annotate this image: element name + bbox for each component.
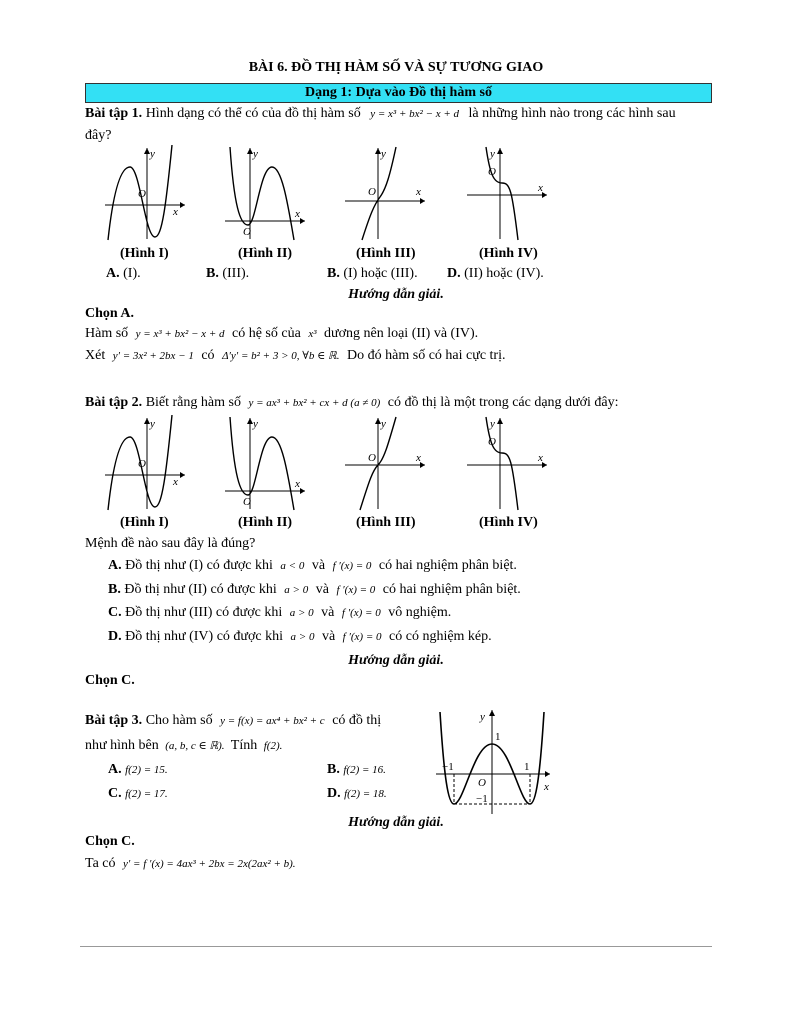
option-text: vô nghiệm.	[388, 605, 452, 620]
formula: a < 0	[280, 560, 305, 572]
formula: a > 0	[289, 607, 314, 619]
ex1-caption-2: (Hình II)	[238, 246, 293, 261]
ex2-option-c[interactable]	[108, 605, 451, 621]
text: có đồ thị là một trong các dạng dưới đây:	[387, 395, 619, 410]
ex1-graph-2	[220, 145, 310, 241]
text: Ta có	[85, 856, 116, 871]
origin-label: O	[478, 777, 486, 789]
option-key: C.	[108, 786, 122, 801]
option-text: Đồ thị như (II) có được khi	[124, 582, 277, 597]
axis-y-label: y	[150, 418, 155, 430]
formula: y′ = f ′(x) = 4ax³ + 2bx = 2x(2ax² + b).	[123, 858, 296, 870]
text: có đồ thị	[332, 713, 382, 728]
origin-label: O	[243, 226, 251, 238]
option-text: và	[315, 582, 329, 597]
origin-label: O	[488, 436, 496, 448]
origin-label: O	[368, 186, 376, 198]
formula: (a, b, c ∈ ℝ).	[165, 740, 225, 752]
ex3-option-c[interactable]	[108, 786, 168, 802]
ex2-question: Mệnh đề nào sau đây là đúng?	[85, 536, 256, 551]
axis-y-label: y	[480, 711, 485, 723]
axis-x-label: x	[173, 206, 178, 218]
ex2-caption-4: (Hình IV)	[479, 515, 538, 530]
ex1-graph-1	[100, 145, 190, 241]
formula: y = f(x) = ax⁴ + bx² + c	[220, 715, 325, 727]
ex2-graph-4	[462, 415, 552, 511]
formula: Δ′y′ = b² + 3 > 0, ∀b ∈ ℝ.	[222, 350, 340, 362]
option-key: B.	[327, 266, 340, 281]
ex2-answer: Chọn C.	[85, 673, 135, 688]
ex3-guide-heading: Hướng dẫn giải.	[348, 815, 444, 830]
option-text: và	[311, 558, 326, 573]
ex2-caption-2: (Hình II)	[238, 515, 293, 530]
ex1-caption-1: (Hình I)	[120, 246, 169, 261]
option-text: f(2) = 16.	[343, 764, 386, 776]
axis-y-label: y	[150, 148, 155, 160]
origin-label: O	[368, 452, 376, 464]
ex3-graph	[432, 706, 554, 816]
option-text: f(2) = 15.	[125, 764, 168, 776]
formula: a > 0	[290, 631, 315, 643]
ex1-graph-4	[462, 145, 552, 241]
ex1-answer: Chọn A.	[85, 306, 135, 321]
ex1-graph-3	[340, 145, 430, 241]
option-key: A.	[108, 558, 122, 573]
option-text: (III).	[222, 266, 250, 281]
ex2-graph-1	[100, 415, 190, 511]
option-text: và	[321, 605, 335, 620]
formula: f ′(x) = 0	[332, 560, 372, 572]
ex3-option-a[interactable]	[108, 762, 168, 778]
option-text: f(2) = 18.	[344, 788, 387, 800]
option-text: và	[321, 629, 336, 644]
option-text: Đồ thị như (IV) có được khi	[125, 629, 284, 644]
option-key: D.	[327, 786, 341, 801]
text: dương nên loại (II) và (IV).	[324, 326, 479, 341]
text: có	[201, 348, 215, 363]
option-key: A.	[108, 762, 122, 777]
ex1-option-a[interactable]	[106, 266, 141, 282]
ex3-label: Bài tập 3.	[85, 713, 143, 728]
option-text: (II) hoặc (IV).	[464, 266, 544, 281]
formula: f ′(x) = 0	[336, 584, 376, 596]
axis-x-label: x	[295, 478, 300, 490]
text: có hệ số của	[232, 326, 301, 341]
ex1-option-d[interactable]	[447, 266, 544, 282]
text: như hình bên	[85, 738, 159, 753]
axis-y-label: y	[381, 418, 386, 430]
axis-x-label: x	[416, 452, 421, 464]
ex2-option-d[interactable]	[108, 629, 492, 645]
ex1-solution-2	[85, 348, 505, 364]
ex3-statement	[85, 713, 381, 729]
origin-label: O	[138, 188, 146, 200]
axis-x-label: x	[538, 452, 543, 464]
axis-x-label: x	[173, 476, 178, 488]
option-text: có có nghiệm kép.	[389, 629, 492, 644]
ex1-statement	[85, 106, 676, 122]
option-key: D.	[447, 266, 461, 281]
option-text: Đồ thị như (III) có được khi	[125, 605, 283, 620]
tick-label: −1	[442, 761, 454, 773]
option-text: f(2) = 17.	[125, 788, 168, 800]
axis-y-label: y	[253, 148, 258, 160]
origin-label: O	[243, 496, 251, 508]
option-text: (I) hoặc (III).	[343, 266, 418, 281]
formula: f ′(x) = 0	[342, 631, 382, 643]
ex1-solution-1	[85, 326, 478, 342]
ex2-label: Bài tập 2.	[85, 395, 143, 410]
text: Cho hàm số	[145, 713, 213, 728]
axis-x-label: x	[538, 182, 543, 194]
option-key: B.	[108, 582, 121, 597]
ex3-option-b[interactable]	[327, 762, 386, 778]
ex1-option-b[interactable]	[206, 266, 249, 282]
ex2-option-b[interactable]	[108, 582, 521, 598]
ex2-graph-3	[340, 415, 430, 511]
ex3-statement-2	[85, 738, 285, 754]
formula: f ′(x) = 0	[341, 607, 381, 619]
option-key: C.	[108, 605, 122, 620]
ex3-answer: Chọn C.	[85, 834, 135, 849]
text: Do đó hàm số có hai cực trị.	[347, 348, 506, 363]
option-text: Đồ thị như (I) có được khi	[125, 558, 273, 573]
ex2-caption-1: (Hình I)	[120, 515, 169, 530]
section-header: Dạng 1: Dựa vào Đồ thị hàm số	[85, 83, 712, 103]
option-key: A.	[106, 266, 120, 281]
axis-y-label: y	[490, 148, 495, 160]
axis-y-label: y	[381, 148, 386, 160]
axis-x-label: x	[295, 208, 300, 220]
footer-divider	[80, 946, 712, 947]
ex2-graph-2	[220, 415, 310, 511]
ex1-label: Bài tập 1.	[85, 106, 143, 121]
axis-x-label: x	[416, 186, 421, 198]
origin-label: O	[138, 458, 146, 470]
text: Xét	[85, 348, 106, 363]
axis-x-label: x	[544, 781, 549, 793]
formula: y = ax³ + bx² + cx + d (a ≠ 0)	[248, 397, 381, 409]
option-text: có hai nghiệm phân biệt.	[378, 558, 517, 573]
ex3-solution	[85, 856, 300, 872]
text: Tính	[230, 738, 258, 753]
ex2-option-a[interactable]	[108, 558, 517, 574]
ex1-text: Hình dạng có thể có của đồ thị hàm số	[145, 106, 361, 121]
ex2-guide-heading: Hướng dẫn giải.	[348, 653, 444, 668]
formula: x³	[308, 328, 317, 340]
ex1-caption-4: (Hình IV)	[479, 246, 538, 261]
formula: a > 0	[284, 584, 309, 596]
ex2-caption-3: (Hình III)	[356, 515, 416, 530]
option-key: D.	[108, 629, 122, 644]
option-key: B.	[327, 762, 340, 777]
option-text: có hai nghiệm phân biệt.	[382, 582, 521, 597]
text: Hàm số	[85, 326, 129, 341]
axis-y-label: y	[490, 418, 495, 430]
ex1-caption-3: (Hình III)	[356, 246, 416, 261]
formula: y = x³ + bx² − x + d	[135, 328, 225, 340]
ex1-guide-heading: Hướng dẫn giải.	[348, 287, 444, 302]
ex1-text-b: là những hình nào trong các hình sau	[468, 106, 676, 121]
ex1-text-c: đây?	[85, 128, 112, 143]
ex1-formula: y = x³ + bx² − x + d	[370, 108, 460, 120]
page-title: BÀI 6. ĐỒ THỊ HÀM SỐ VÀ SỰ TƯƠNG GIAO	[248, 60, 544, 75]
tick-label: −1	[476, 793, 488, 805]
option-key: B.	[206, 266, 219, 281]
formula: y′ = 3x² + 2bx − 1	[112, 350, 194, 362]
ex2-statement	[85, 395, 619, 411]
formula: f(2).	[263, 740, 283, 752]
text: Biết rằng hàm số	[145, 395, 241, 410]
tick-label: 1	[524, 761, 530, 773]
tick-label: 1	[495, 731, 501, 743]
axis-y-label: y	[253, 418, 258, 430]
option-text: (I).	[123, 266, 141, 281]
origin-label: O	[488, 166, 496, 178]
ex3-option-d[interactable]	[327, 786, 387, 802]
ex1-option-c[interactable]	[327, 266, 418, 282]
